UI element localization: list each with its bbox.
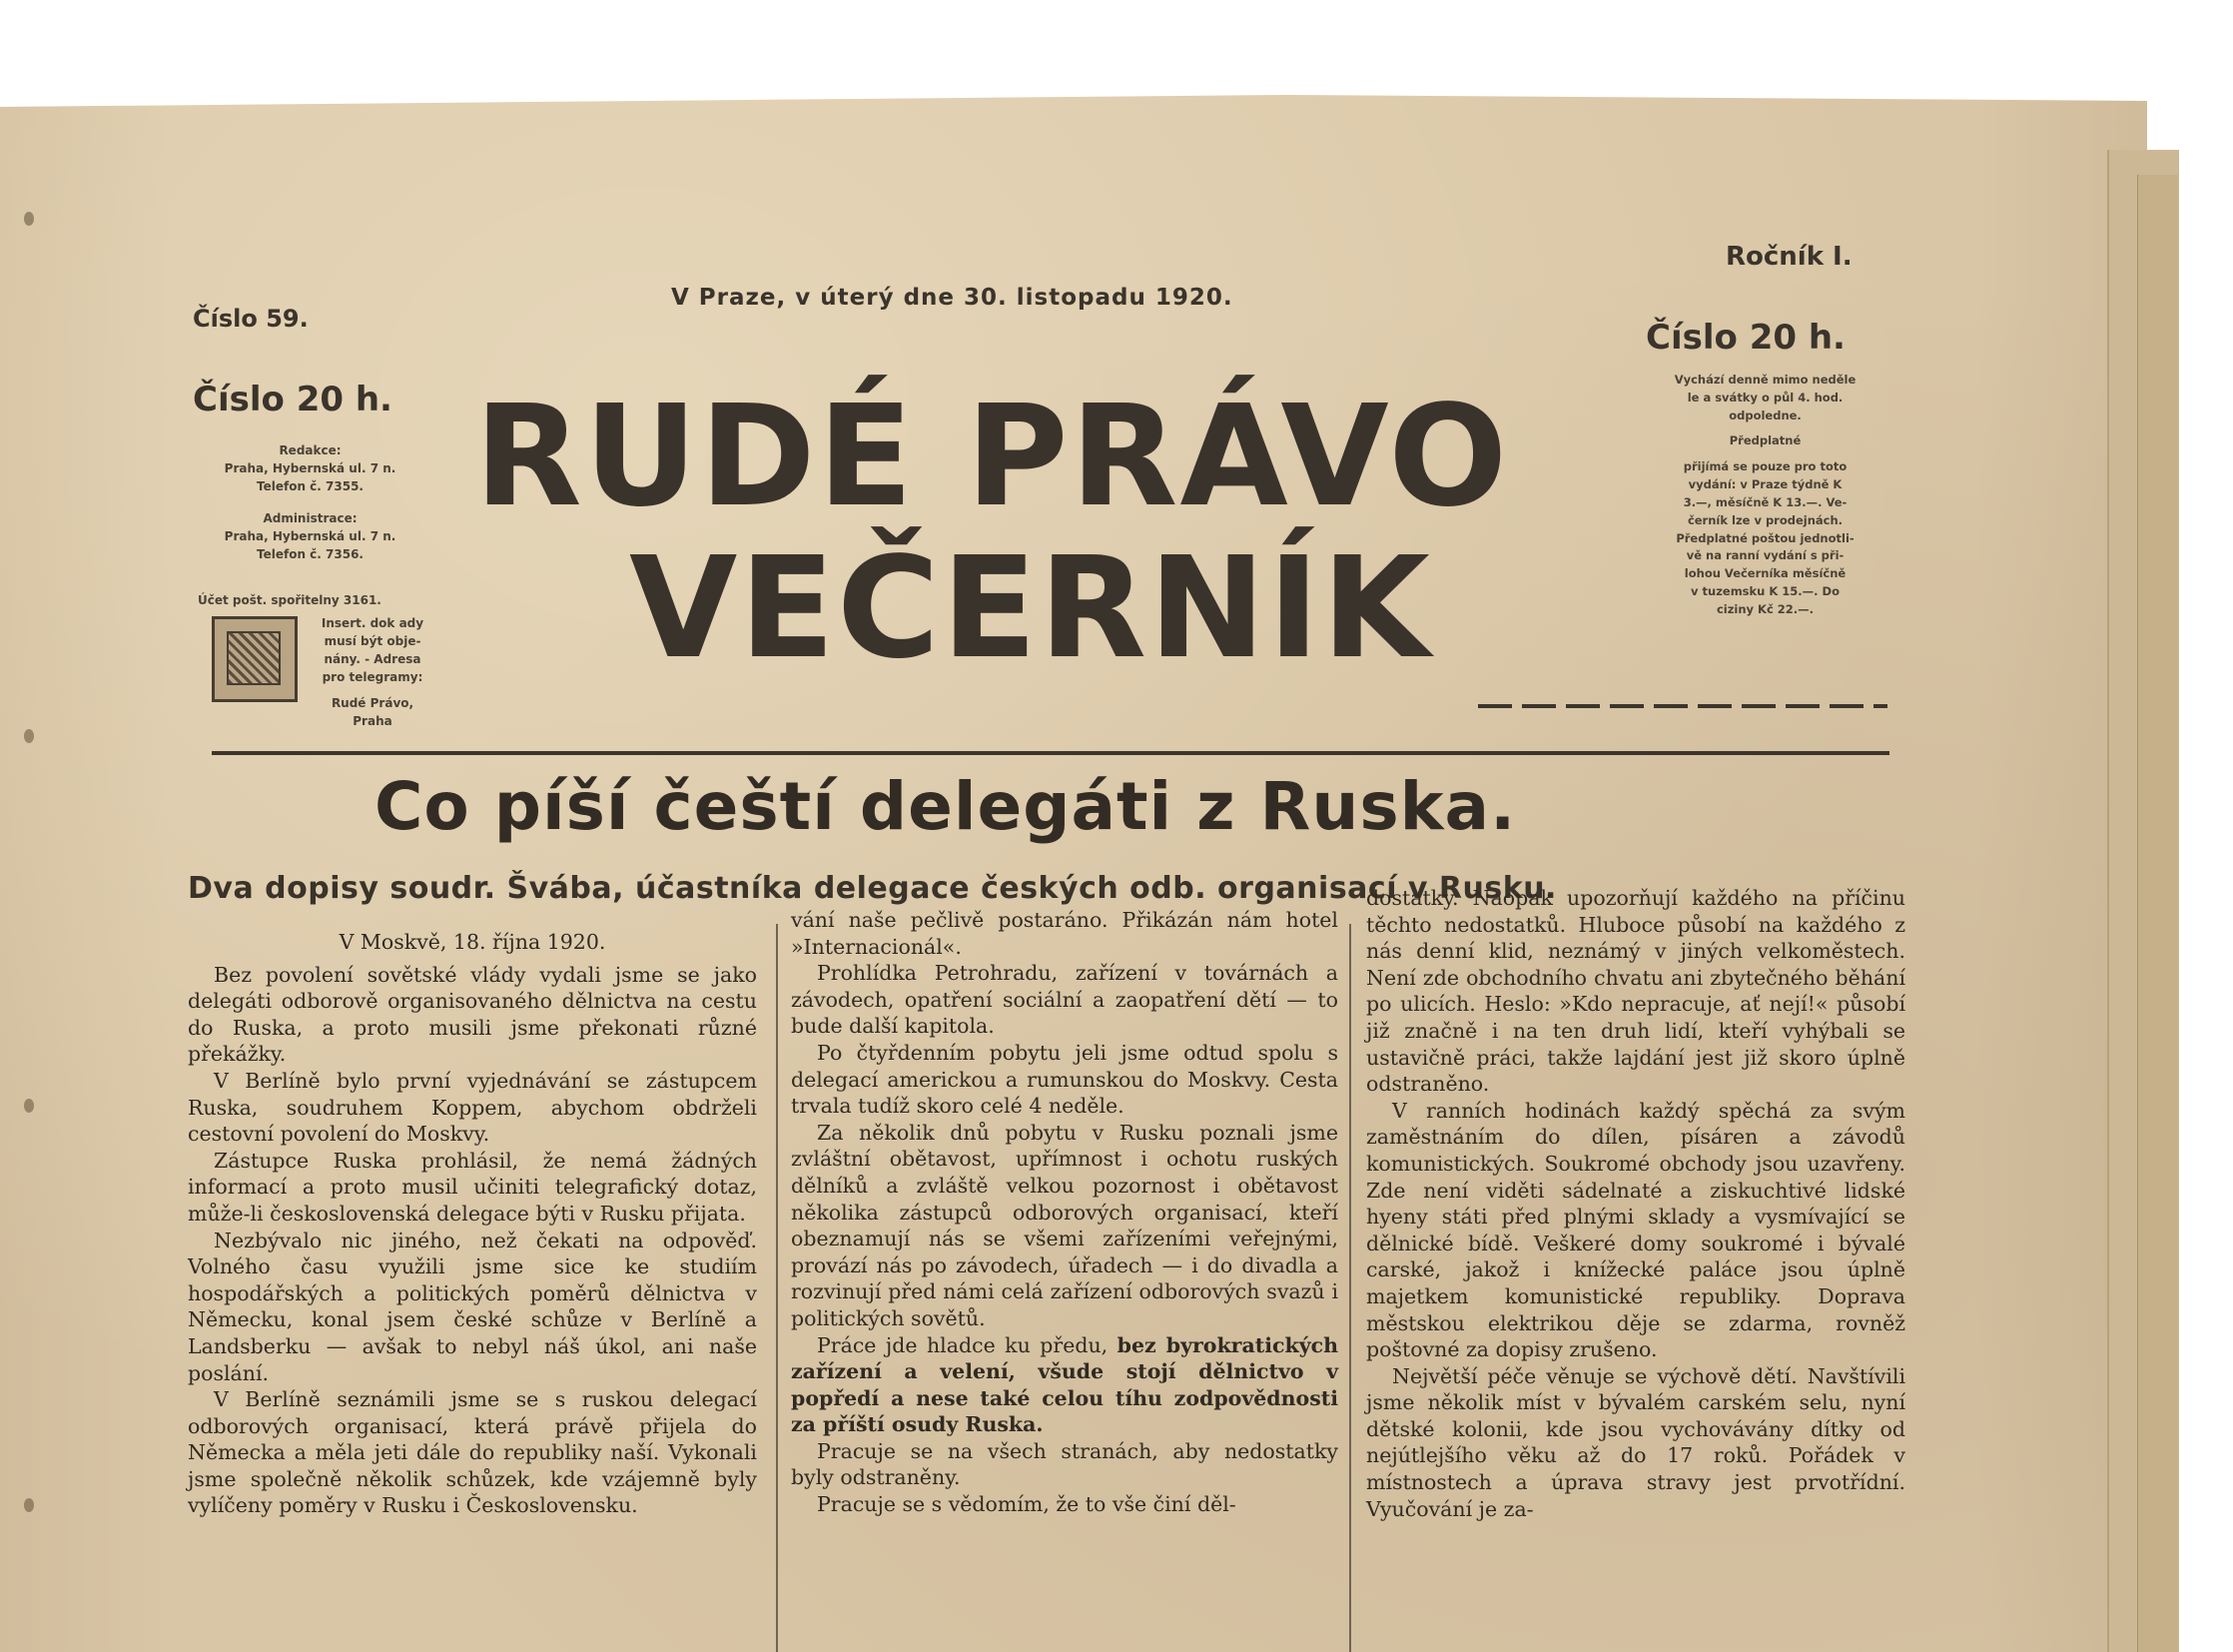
letter-dateline: V Moskvě, 18. října 1920. xyxy=(339,930,606,954)
account-info xyxy=(198,591,437,609)
info-line: lohou Večerníka měsíčně xyxy=(1684,566,1847,581)
masthead-line2: VEČERNÍK xyxy=(629,527,1432,690)
account-notes xyxy=(298,614,447,730)
info-line: Vychází denně mimo neděle xyxy=(1674,373,1857,387)
article-headline: Co píší čeští delegáti z Ruska. xyxy=(374,768,1517,845)
article-column-1 xyxy=(188,929,757,1519)
paragraph: Za několik dnů pobytu v Rusku poznali jsme zvláštní obětavost, upřímnost i ochotu ruských dělníků a zvláště velkou pozornost i obětavost několika zástupců odborových organisací, kteří obeznamují nás se všemi zařízeními veřejnými, provází nás po závodech, úřadech — i do divadla a rozvinují před námi celá zařízení odborových svazů i politických sovětů. xyxy=(791,1120,1338,1330)
page-edge-back xyxy=(2137,175,2178,1652)
account-line: musí být obje- xyxy=(324,634,421,648)
punch-hole xyxy=(24,1498,34,1512)
admin-phone: Telefon č. 7356. xyxy=(257,547,364,561)
article-column-2 xyxy=(791,907,1338,1518)
paragraph-emphasis xyxy=(791,1332,1338,1438)
column-divider xyxy=(1349,924,1351,1652)
info-line: odpoledne. xyxy=(1729,408,1802,422)
info-line: le a svátky o půl 4. hod. xyxy=(1687,390,1844,405)
paragraph: vání naše pečlivě postaráno. Přikázán nám hotel »Internacionál«. xyxy=(791,908,1338,959)
postal-stamp-icon xyxy=(212,616,298,702)
info-line: 3.—, měsíčně K 13.—. Ve- xyxy=(1683,494,1848,509)
paragraph-bold-text: bez byrokratických zařízení a velení, všude stojí dělnictvo v popředí a nese také celou tíhu zodpovědnosti za příští osudy Ruska. xyxy=(791,1332,1338,1437)
paragraph: Nezbývalo nic jiného, než čekati na odpověď. Volného času využili jsme sice ke studiím hospodářských a politických poměrů dělnictva v Německu, konal jsem české schůze v Berlíně a Landsberku — avšak to nebyl náš úkol, ani naše poslání. xyxy=(188,1228,757,1385)
paragraph: Největší péče věnuje se výchově dětí. Navštívili jsme několik míst v bývalém carském selu, nyní dětské kolonii, kde jsou vychovávány dítky od nejútlejšího věku až do 17 roků. Pořádek v místnostech a úprava stravy jest prvotřídní. Vyučování je za- xyxy=(1366,1363,1905,1521)
paragraph: V ranních hodinách každý spěchá za svým zaměstnáním do dílen, písáren a závodů komunistických. Soukromé obchody jsou uzavřeny. Zde není viděti sádelnaté a ziskuchtivé lidské hyeny státi před plnými sklady a vysmívající se dělnické bídě. Veškeré domy soukromé i bývalé carské, jakož i knížecké paláce jsou úplně majetkem komunistické republiky. Doprava městskou elektrikou děje se zdarma, rovněž poštovné za dopisy zrušeno. xyxy=(1366,1098,1905,1362)
info-line: přijímá se pouze pro toto xyxy=(1683,459,1848,474)
issue-number: Číslo 59. xyxy=(193,305,309,333)
punch-hole xyxy=(24,729,34,743)
dateline: V Praze, v úterý dne 30. listopadu 1920. xyxy=(671,285,1233,311)
paragraph-text: Práce jde hladce ku předu, xyxy=(817,1332,1117,1357)
masthead-line1: RUDÉ PRÁVO xyxy=(474,376,1510,538)
volume: Ročník I. xyxy=(1726,242,1853,272)
punch-hole xyxy=(24,212,34,226)
account-line: Insert. dok ady xyxy=(321,616,424,630)
admin-address: Praha, Hybernská ul. 7 n. xyxy=(224,529,396,543)
article-column-3 xyxy=(1366,885,1905,1522)
column-divider xyxy=(776,924,778,1652)
price-left: Číslo 20 h. xyxy=(193,380,392,419)
paragraph: Pracuje se na všech stranách, aby nedostatky byly odstraněny. xyxy=(791,1438,1338,1490)
info-line: černík lze v prodejnách. xyxy=(1687,512,1844,527)
info-line: vě na ranní vydání s při- xyxy=(1686,548,1845,563)
subscription-title: Předplatné xyxy=(1729,433,1802,448)
paragraph: Bez povolení sovětské vlády vydali jsme se jako delegáti odborově organisovaného dělnictva na cestu do Ruska, a proto musili jsme překonati různé překážky. xyxy=(188,962,757,1067)
masthead-rule xyxy=(212,751,1889,755)
article-subhead: Dva dopisy soudr. Švába, účastníka delegace českých odb. organisací v Rusku. xyxy=(188,871,1557,906)
info-line: vydání: v Praze týdně K xyxy=(1688,477,1843,492)
punch-hole xyxy=(24,1099,34,1113)
paragraph: Zástupce Ruska prohlásil, že nemá žádných informací a proto musil učiniti telegrafický dotaz, může-li československá delegace býti v Rusku přijata. xyxy=(188,1148,757,1226)
paragraph: Po čtyřdenním pobytu jeli jsme odtud spolu s delegací americkou a rumunskou do Moskvy. Cesta trvala tudíž skoro celé 4 neděle. xyxy=(791,1040,1338,1119)
paragraph: V Berlíně bylo první vyjednávání se zástupcem Ruska, soudruhem Koppem, abychom obdrželi cestovní povolení do Moskvy. xyxy=(188,1068,757,1147)
account-line: Praha xyxy=(353,714,392,728)
paragraph: V Berlíně seznámili jsme se s ruskou delegací odborových organisací, která právě přijela do Německa a měla jeti dále do republiky naší. Vykonali jsme společně několik schůzek, kde vzájemně byly vylíčeny poměry v Rusku i Československu. xyxy=(188,1387,757,1518)
redakce-title: Redakce: xyxy=(279,443,342,457)
right-info-box xyxy=(1643,372,1887,619)
paragraph: Pracuje se s vědomím, že to vše činí děl- xyxy=(817,1492,1236,1517)
account-line: pro telegramy: xyxy=(322,670,423,684)
admin-title: Administrace: xyxy=(263,511,358,525)
paragraph: Prohlídka Petrohradu, zařízení v továrnách a závodech, opatření sociální a zaopatření dětí — to bude další kapitola. xyxy=(791,961,1338,1039)
account-line: Rudé Právo, xyxy=(331,696,414,710)
redakce-address: Praha, Hybernská ul. 7 n. xyxy=(224,461,396,475)
price-right: Číslo 20 h. xyxy=(1646,318,1846,358)
masthead-dashed-rule xyxy=(1478,704,1887,708)
account-line: nány. - Adresa xyxy=(324,652,421,666)
info-line: ciziny Kč 22.—. xyxy=(1716,601,1815,616)
info-line: Předplatné poštou jednotli- xyxy=(1676,530,1855,545)
account-line: Účet pošt. spořitelny 3161. xyxy=(198,593,381,607)
redakce-phone: Telefon č. 7355. xyxy=(257,479,364,493)
paragraph: dostatky. Naopak upozorňují každého na příčinu těchto nedostatků. Hluboce působí na každého z nás denní klid, neznámý v jiných velkoměstech. Není zde obchodního chvatu ani zbytečného běhání po ulicích. Heslo: »Kdo nepracuje, ať nejí!« působí již značně i na ten druh lidí, kteří vyhýbali se ustavičně práci, takže lajdání jest již skoro úplně odstraněno. xyxy=(1366,886,1905,1097)
info-line: v tuzemsku K 15.—. Do xyxy=(1691,583,1840,598)
left-info-box xyxy=(198,441,422,563)
